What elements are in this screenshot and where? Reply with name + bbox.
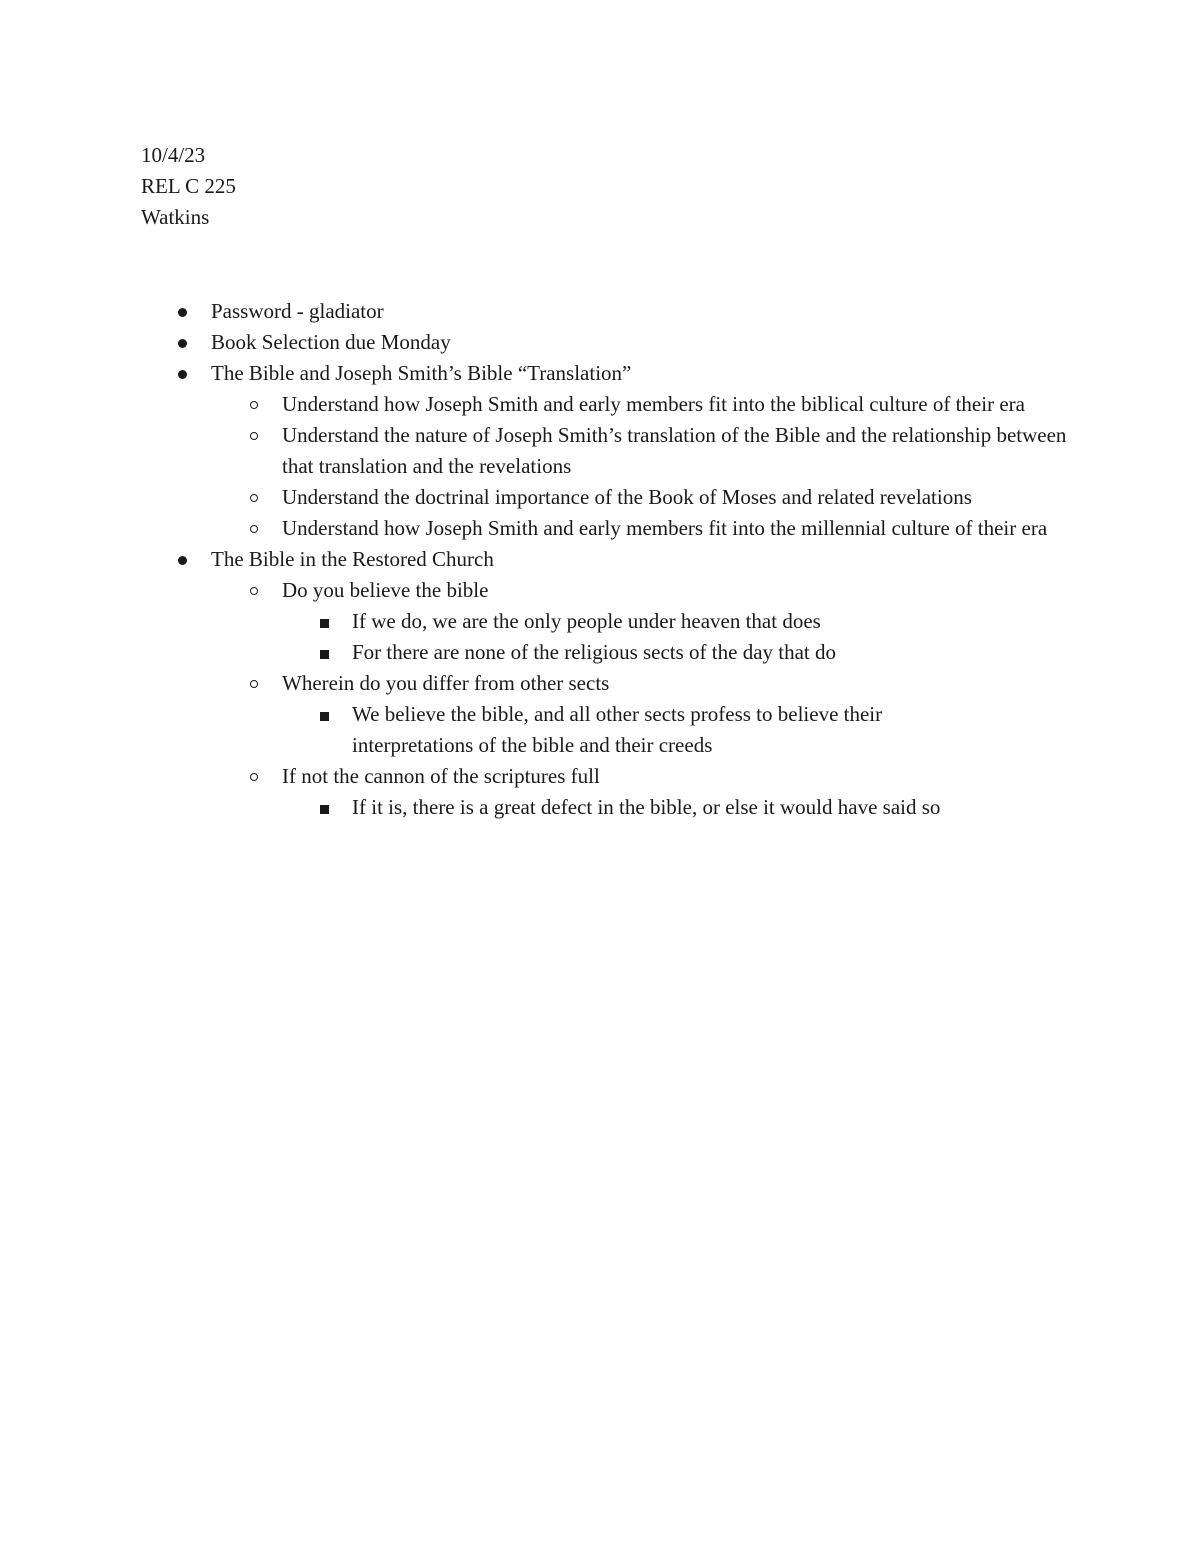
list-item-text: Password - gladiator [211, 299, 384, 323]
bullet-square-icon [320, 619, 329, 628]
sub-sub-list-item-text: For there are none of the religious sects of the day that do [352, 640, 837, 664]
bullet-circle-icon [250, 587, 258, 595]
list-item-text: The Bible in the Restored Church [211, 547, 494, 571]
list-item [178, 296, 1078, 327]
notes-list [0, 296, 1200, 823]
instructor-name: Watkins [141, 205, 210, 229]
bullet-dot-icon [178, 339, 187, 348]
bullet-circle-icon [250, 494, 258, 502]
sub-list-item-text: If not the cannon of the scriptures full [282, 764, 600, 788]
bullet-dot-icon [178, 308, 187, 317]
bullet-circle-icon [250, 773, 258, 781]
sub-sub-list-item [319, 637, 1079, 668]
sub-list-item [249, 420, 1069, 482]
bullet-dot-icon [178, 556, 187, 565]
bullet-circle-icon [250, 432, 258, 440]
list-item [178, 544, 1078, 575]
sub-list-item-text: Understand the doctrinal importance of the Book of Moses and related revelations [282, 485, 972, 509]
sub-sub-list-item [319, 699, 1079, 761]
sub-list-item-text: Do you believe the bible [282, 578, 489, 602]
note-header [141, 140, 236, 233]
bullet-square-icon [320, 650, 329, 659]
bullet-square-icon [320, 712, 329, 721]
bullet-dot-icon [178, 370, 187, 379]
list-item [178, 358, 1078, 389]
sub-list-item-text: Understand how Joseph Smith and early members fit into the millennial culture of their era [282, 516, 1048, 540]
sub-list-item [249, 389, 1069, 420]
list-item [178, 327, 1078, 358]
sub-list-item [249, 761, 1069, 792]
bullet-circle-icon [250, 401, 258, 409]
course-code: REL C 225 [141, 174, 236, 198]
sub-sub-list-item-text: If we do, we are the only people under heaven that does [352, 609, 821, 633]
sub-sub-list-item-text: We believe the bible, and all other sects profess to believe their interpretations of the bible and their creeds [352, 702, 883, 757]
sub-list-item [249, 513, 1069, 544]
sub-sub-list-item [319, 792, 1079, 823]
bullet-circle-icon [250, 525, 258, 533]
sub-list-item [249, 668, 1069, 699]
bullet-square-icon [320, 805, 329, 814]
sub-sub-list-item [319, 606, 1079, 637]
sub-list-item-text: Wherein do you differ from other sects [282, 671, 610, 695]
sub-sub-list-item-text: If it is, there is a great defect in the bible, or else it would have said so [352, 795, 941, 819]
note-date: 10/4/23 [141, 143, 206, 167]
bullet-circle-icon [250, 680, 258, 688]
sub-list-item [249, 482, 1069, 513]
sub-list-item-text: Understand the nature of Joseph Smith’s translation of the Bible and the relationship between that translation and the revelations [282, 423, 1067, 478]
list-item-text: The Bible and Joseph Smith’s Bible “Translation” [211, 361, 632, 385]
list-item-text: Book Selection due Monday [211, 330, 451, 354]
sub-list-item [249, 575, 1069, 606]
sub-list-item-text: Understand how Joseph Smith and early members fit into the biblical culture of their era [282, 392, 1025, 416]
